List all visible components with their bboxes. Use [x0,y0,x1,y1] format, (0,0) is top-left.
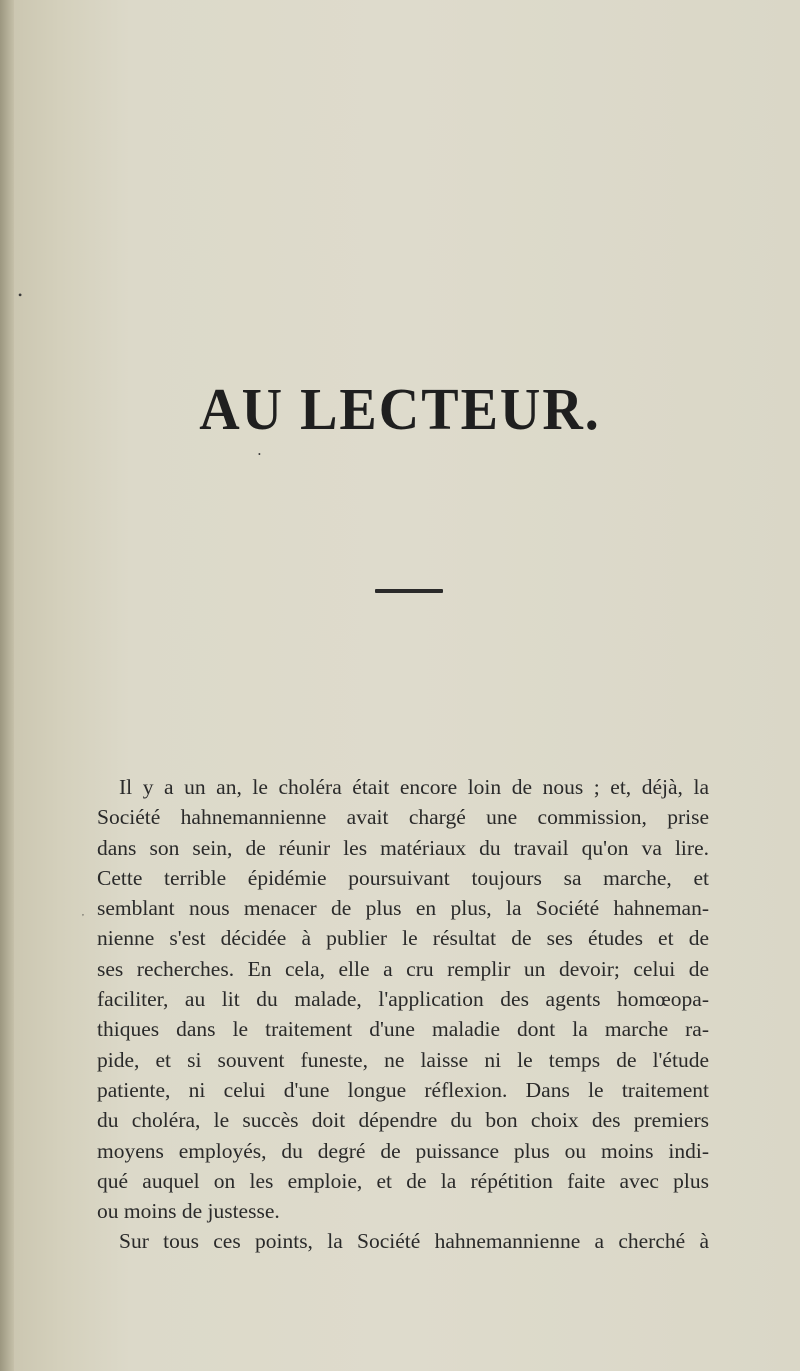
spine-shadow [0,0,14,1371]
text-line: qué auquel on les emploie, et de la répétition faite avec plus [97,1168,709,1193]
ink-speck: • [18,288,23,302]
text-line: faciliter, au lit du malade, l'application des agents homœopa- [97,987,709,1012]
text-line: du choléra, le succès doit dépendre du bon choix des premiers [97,1108,709,1133]
text-line: ou moins de justesse. [97,1199,280,1224]
paragraph-1 [97,772,709,1226]
ink-speck: , [82,908,84,917]
text-line: Sur tous ces points, la Société hahnemannienne a cherché à [119,1229,709,1254]
text-line: moyens employés, du degré de puissance plus ou moins indi- [97,1138,709,1163]
text-line: ses recherches. En cela, elle a cru remplir un devoir; celui de [97,956,709,981]
ink-speck: • [258,450,261,459]
body-text [97,772,709,1257]
text-line: patiente, ni celui d'une longue réflexion. Dans le traitement [97,1077,709,1102]
text-line: Il y a un an, le choléra était encore loin de nous ; et, déjà, la [119,775,709,799]
page-title: AU LECTEUR. [199,377,601,443]
text-line: nienne s'est décidée à publier le résultat de ses études et de [97,926,709,951]
text-line: semblant nous menacer de plus en plus, la Société hahneman- [97,896,709,921]
text-line: thiques dans le traitement d'une maladie dont la marche ra- [97,1017,709,1042]
text-line: Société hahnemannienne avait chargé une commission, prise [97,805,709,830]
paragraph-2 [97,1226,709,1256]
title-divider [375,589,443,593]
text-line: dans son sein, de réunir les matériaux du travail qu'on va lire. [97,835,709,860]
text-line: pide, et si souvent funeste, ne laisse ni le temps de l'étude [97,1047,709,1072]
text-line: Cette terrible épidémie poursuivant toujours sa marche, et [97,865,709,890]
